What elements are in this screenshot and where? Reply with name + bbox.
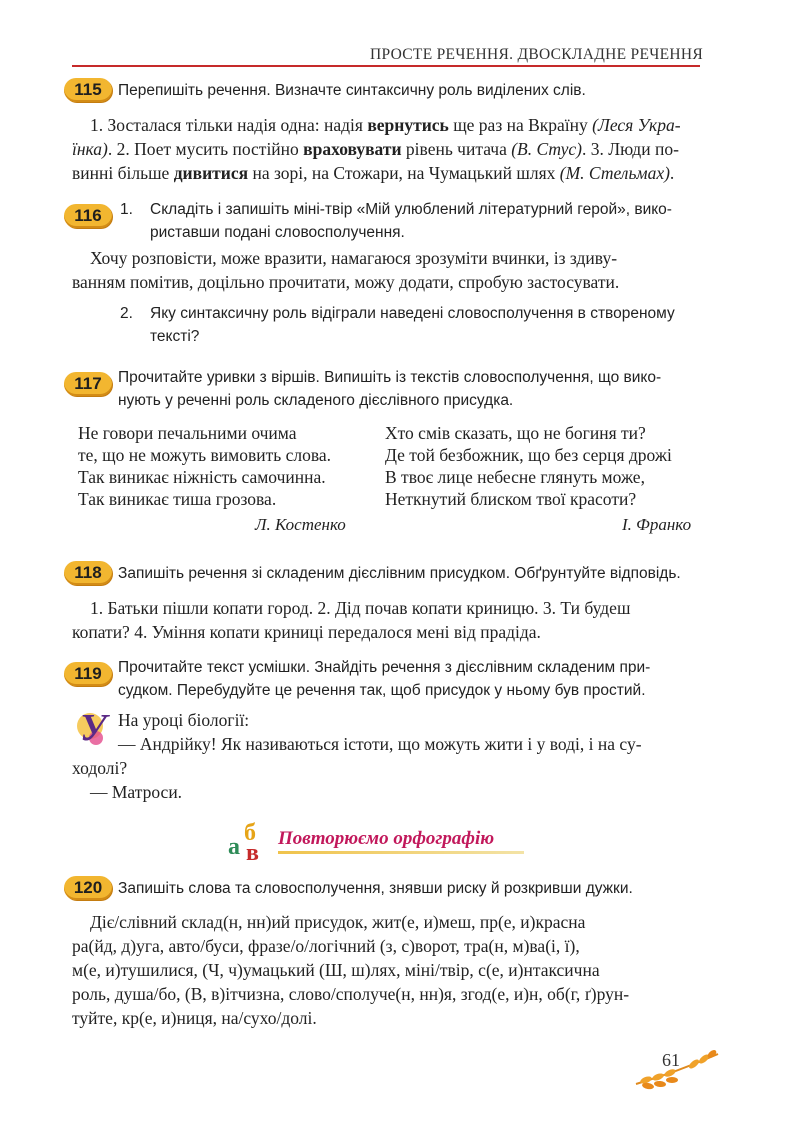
- poem-author: І. Франко: [622, 515, 692, 534]
- question-number: 1.: [120, 201, 133, 218]
- page-number: 61: [662, 1050, 680, 1070]
- exercise-number-badge: 118: [64, 561, 112, 585]
- task-text: Перепишіть речення. Визначте синтаксичну роль виділених слів.: [118, 82, 586, 99]
- exercise-body: Діє/слівний склад(н, нн)ий присудок, жит(е, и)меш, пр(е, и)красна ра(йд, д)уга, авто/буси, фразе/о/логічний (з, с)ворот, тра(н, м)ва(і, ї), м(е, и)тушилися, (Ч, ч)умацький (Ш, ш)лях, міні/твір, с(е, и)нтаксична роль, душа/бо, (В, в)ітчизна, слово/сполуче(н, нн)я, згод(е, и)н, об(г, ґ)рун- туйте, кр(е, и)ниця, на/сухо/долі.: [72, 912, 630, 1028]
- exercise-number-badge: 116: [64, 204, 112, 228]
- poem-left: Не говори печальними очима те, що не можуть вимовить слова. Так виникає ніжність самочинна. Так виникає тиша грозова.: [78, 423, 332, 509]
- exercise-body: 1. Батьки пішли копати город. 2. Дід почав копати криницю. 3. Ти будеш копати? 4. Уміння копати криниці передалося мені від прадіда.: [72, 598, 631, 642]
- task-text: Запишіть речення зі складеним дієслівним присудком. Обґрунтуйте відповідь.: [118, 565, 681, 582]
- poem-author: Л. Костенко: [255, 515, 346, 534]
- task-text: Складіть і запишіть міні-твір «Мій улюблений літературний герой», вико- риставши подані словосполучення.: [150, 201, 672, 241]
- exercise-number-badge: 115: [64, 78, 112, 102]
- section-title: Повторюємо орфографію: [278, 828, 495, 849]
- exercise-number-badge: 120: [64, 876, 112, 900]
- exercise-number-badge: 119: [64, 662, 112, 686]
- exercise-number-badge: 117: [64, 372, 112, 396]
- alphabet-logo-icon: а б в: [228, 820, 259, 866]
- exercise-body: 1. Зосталася тільки надія одна: надія вернутись ще раз на Вкраїну (Леся Укра- їнка). 2. Поет мусить постійно враховувати рівень читача (В. Стус). 3. Люди по- винні більше дивитися на зорі, на Стожари, на Чумацький шлях (М. Стельмах).: [72, 115, 681, 183]
- running-header: ПРОСТЕ РЕЧЕННЯ. ДВОСКЛАДНЕ РЕЧЕННЯ: [370, 46, 703, 63]
- section-underline: [278, 851, 524, 854]
- header-rule: [72, 65, 700, 67]
- question-number: 2.: [120, 305, 133, 322]
- poem-right: Хто смів сказать, що не богиня ти? Де той безбожник, що без серця дрожі В твоє лице небесне глянуть може, Неткнутий блиском твої красоти?: [385, 423, 672, 509]
- task-text: Прочитайте текст усмішки. Знайдіть речення з дієслівним складеним при- судком. Перебудуйте це речення так, щоб присудок у ньому був простий.: [118, 659, 651, 699]
- laurel-icon: [632, 1050, 722, 1090]
- joke-text: На уроці біології: — Андрійку! Як називаються істоти, що можуть жити і у воді, і на су- ходолі? — Матроси.: [72, 710, 642, 802]
- humor-initial-icon: У: [74, 708, 114, 748]
- word-combinations: Хочу розповісти, може вразити, намагаюся зрозуміти вчинки, із здиву- ванням помітив, доцільно прочитати, можу додати, спробую застосувати.: [72, 248, 620, 292]
- task-text: Запишіть слова та словосполучення, знявши риску й розкривши дужки.: [118, 880, 633, 897]
- task-text: Яку синтаксичну роль відіграли наведені словосполучення в створеному тексті?: [150, 305, 675, 345]
- task-text: Прочитайте уривки з віршів. Випишіть із текстів словосполучення, що вико- нують у реченні роль складеного дієслівного присудка.: [118, 369, 662, 409]
